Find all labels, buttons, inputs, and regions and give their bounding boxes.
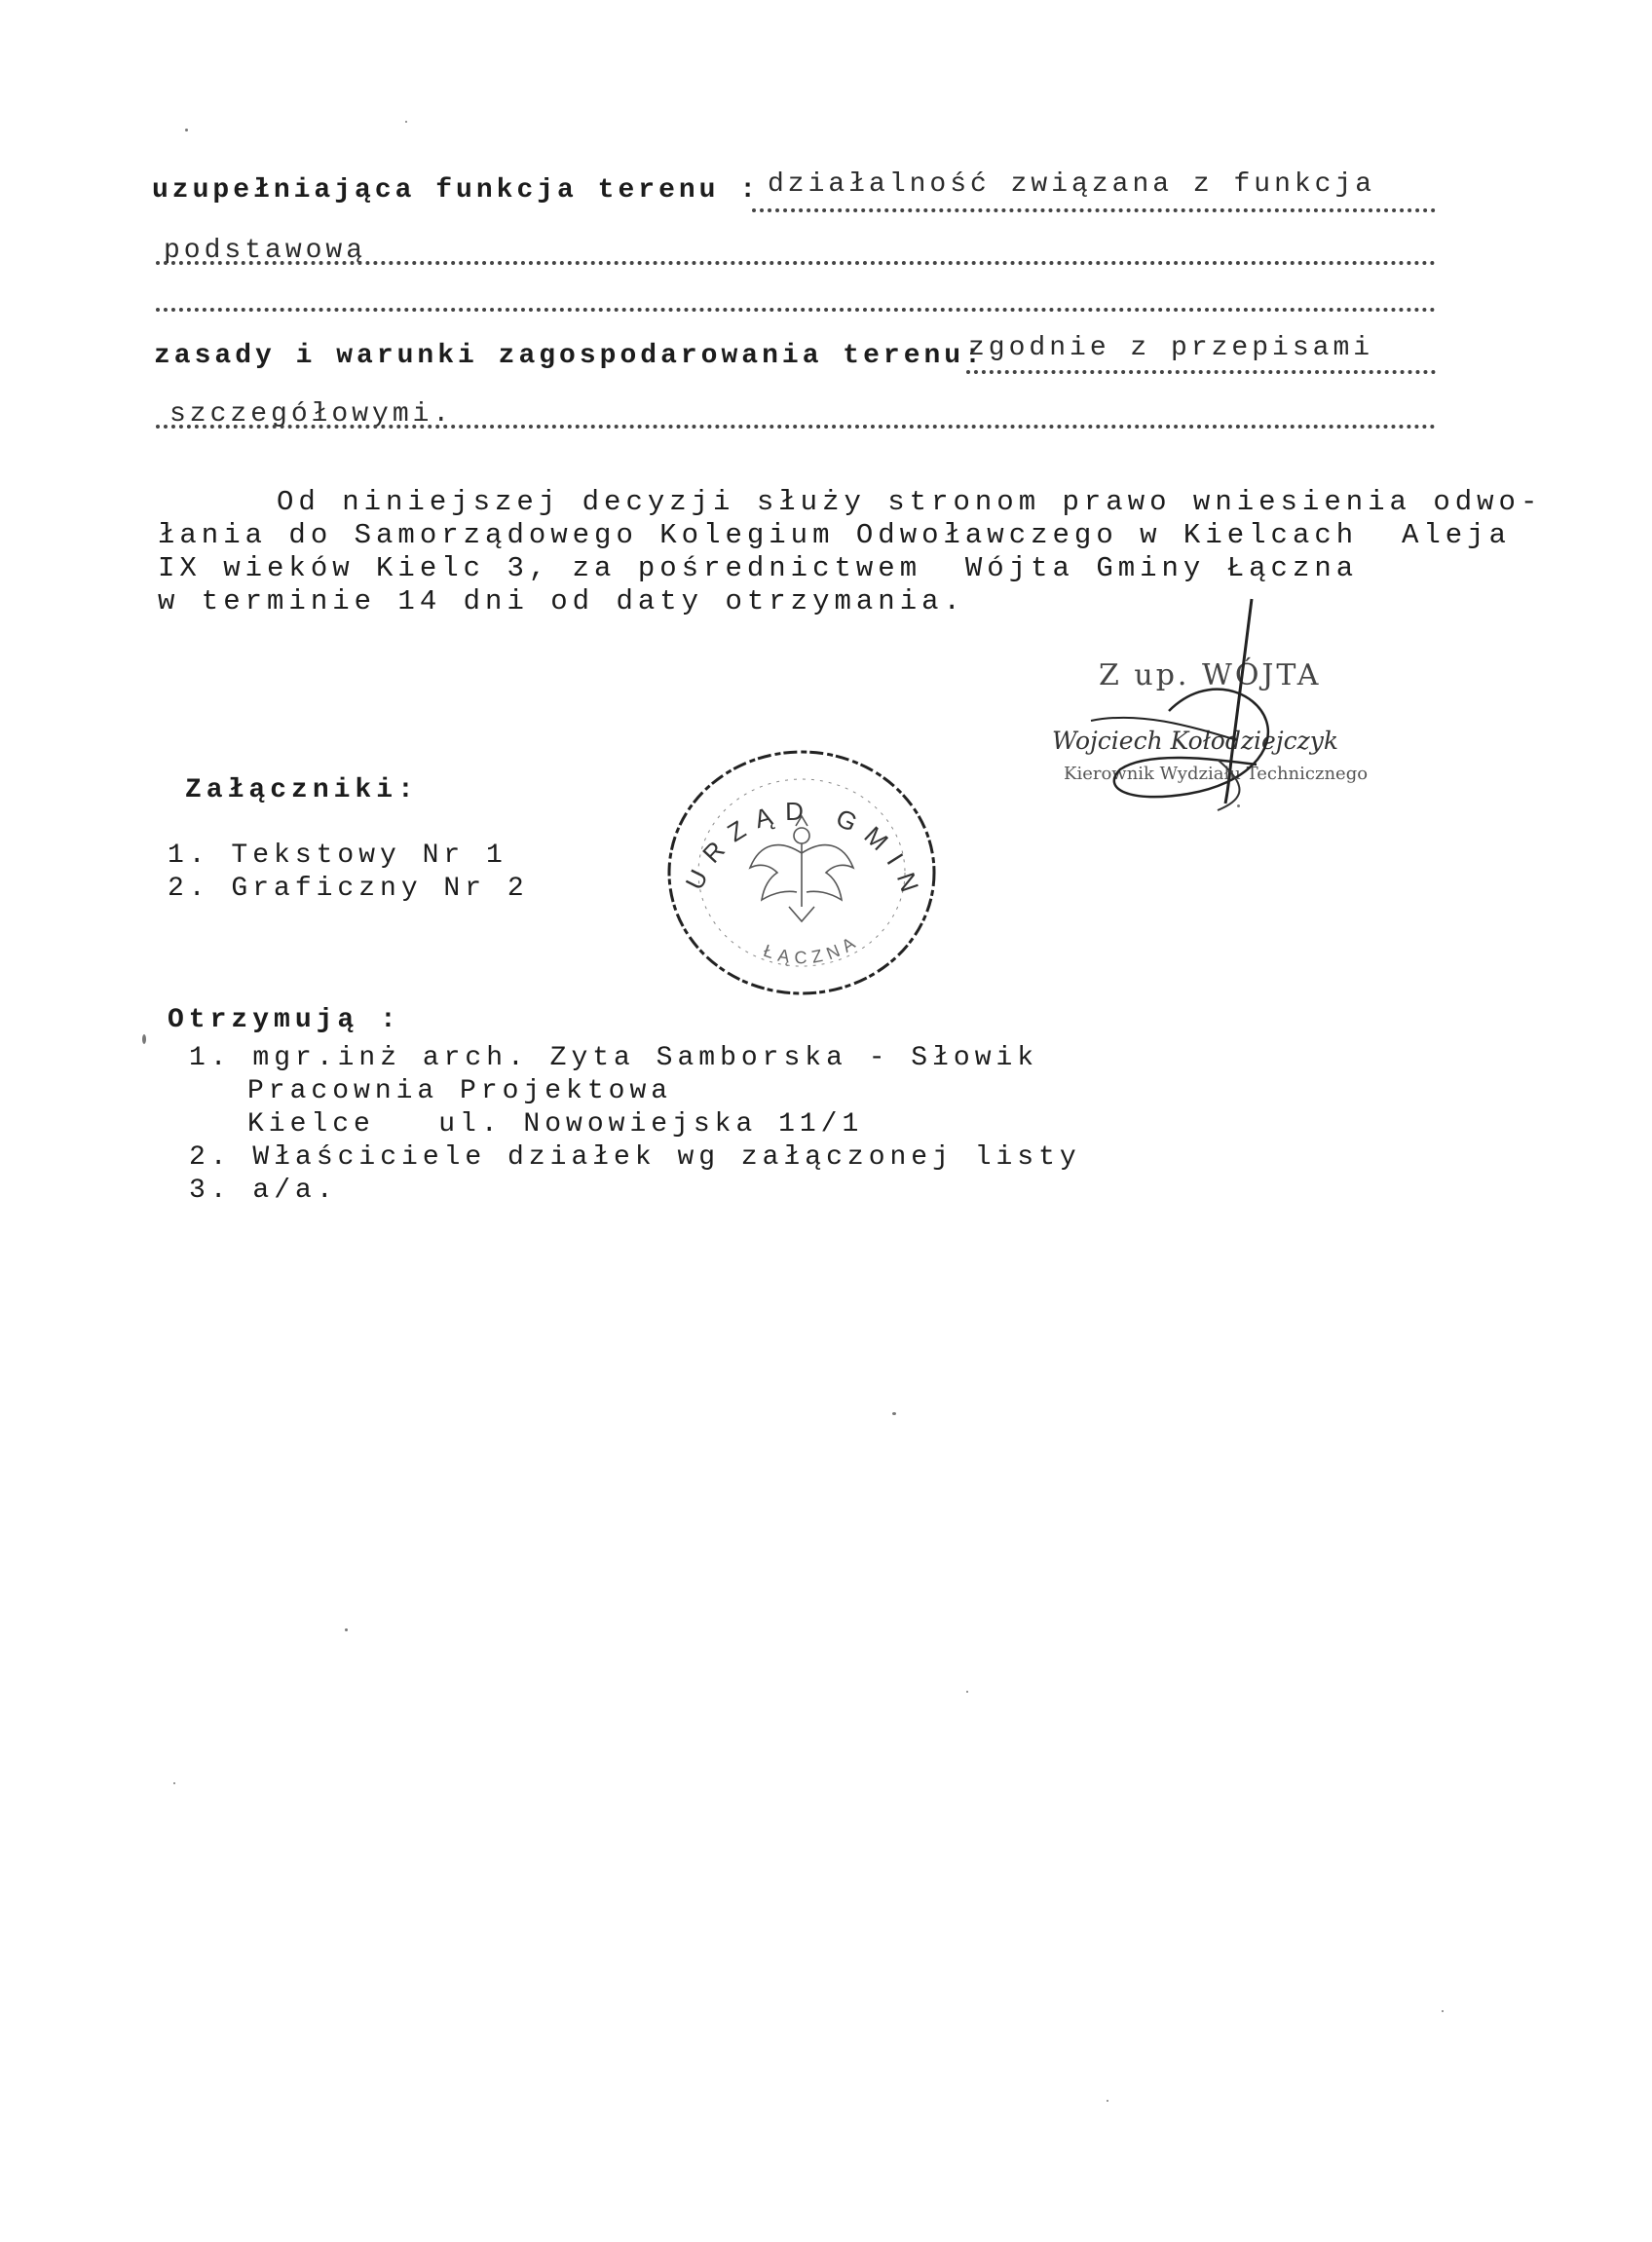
recipient-item-1-name: 1. mgr.inż arch. Zyta Samborska - Słowik (189, 1043, 1039, 1073)
dotted-line (156, 425, 1436, 429)
official-stamp (625, 729, 929, 982)
dotted-line (966, 370, 1436, 374)
supplementary-function-value-2: podstawową (164, 236, 367, 266)
dotted-line (156, 308, 1436, 312)
scan-speck (173, 1782, 175, 1784)
scan-speck (1107, 2100, 1108, 2102)
signature-name: Wojciech Kołodziejczyk (1052, 727, 1339, 755)
attachment-item: 2. Graficzny Nr 2 (168, 874, 529, 904)
scan-speck (185, 129, 188, 131)
attachments-heading: Załączniki: (185, 775, 419, 805)
handwritten-signature (1023, 594, 1344, 828)
development-rules-label: zasady i warunki zagospodarowania terenu: (154, 341, 985, 371)
recipients-heading: Otrzymują : (168, 1005, 401, 1035)
appeal-line-4: w terminie 14 dni od daty otrzymania. (158, 585, 965, 617)
scan-speck (966, 1691, 968, 1693)
recipient-item-1-address: Kielce ul. Nowowiejska 11/1 (247, 1109, 864, 1140)
signature-authorization: Z up. WÓJTA (1099, 658, 1322, 692)
scan-speck (142, 1034, 146, 1044)
recipient-item-3: 3. a/a. (189, 1176, 338, 1206)
scan-speck (405, 121, 407, 123)
scan-speck (1442, 2010, 1444, 2012)
signature-role: Kierownik Wydziału Technicznego (1064, 764, 1369, 784)
development-rules-value-2: szczegółowymi. (169, 399, 454, 430)
recipient-item-1-office: Pracownia Projektowa (247, 1076, 673, 1106)
recipient-item-2: 2. Właściciele działek wg załączonej listy (189, 1142, 1081, 1173)
development-rules-value-1: zgodnie z przepisami (968, 333, 1374, 363)
supplementary-function-label: uzupełniająca funkcja terenu : (152, 175, 761, 206)
appeal-line-3: IX wieków Kielc 3, za pośrednictwem Wójta Gminy Łączna (158, 552, 1359, 584)
supplementary-function-value-1: działalność związana z funkcja (768, 169, 1376, 200)
attachment-item: 1. Tekstowy Nr 1 (168, 841, 507, 871)
dotted-line (156, 261, 1436, 265)
appeal-line-1: Od niniejszej decyzji służy stronom prawo wniesienia odwo- (277, 486, 1543, 518)
svg-text:URZĄD GMINY (662, 746, 928, 907)
svg-text:ŁĄCZNA (762, 930, 864, 967)
stamp-bottom-text: ŁĄCZNA (761, 930, 864, 968)
scan-speck (892, 1412, 896, 1415)
scan-speck (345, 1628, 348, 1631)
stamp-text: URZĄD GMIN (679, 796, 929, 907)
appeal-line-2: łania do Samorządowego Kolegium Odwoławczego w Kielcach Aleja (158, 519, 1511, 551)
dotted-line (752, 208, 1436, 212)
scan-speck (1237, 804, 1240, 807)
